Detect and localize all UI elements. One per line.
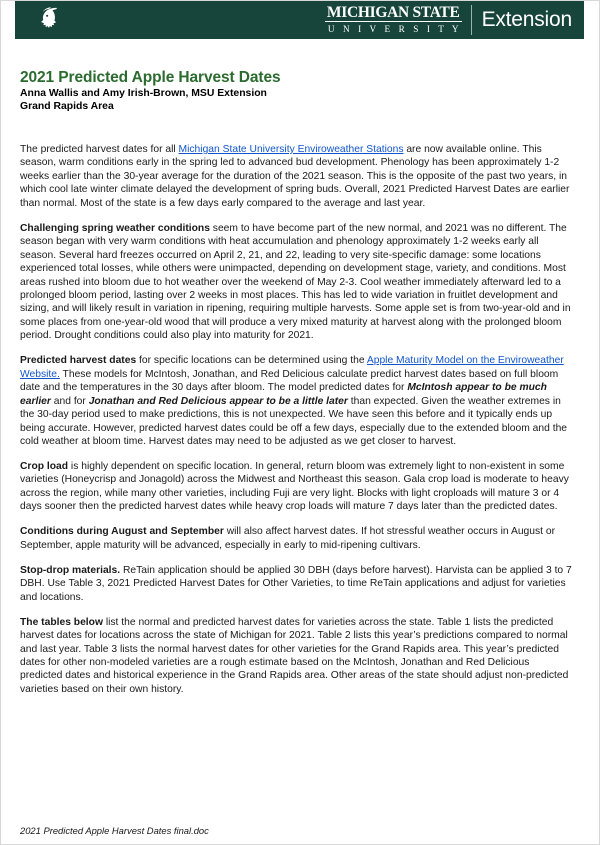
page-title: 2021 Predicted Apple Harvest Dates [20, 69, 281, 86]
jonathan-reddelicious-emphasis: Jonathan and Red Delicious appear to be a little later [88, 395, 348, 407]
title-block [20, 69, 580, 113]
tables-below-lead: The tables below [20, 616, 103, 628]
conditions-text: will also affect harvest dates. If hot stressful weather occurs in August or September, apple maturity will be advanced, especially in early to mid-ripening cultivars. [20, 526, 556, 551]
predicted-dates-part3: and for [50, 395, 89, 407]
predicted-dates-part4: than expected. Given the weather extremes in the 30-day period used to make predictions, this is not unexpected. We have seen this before and it typically ends up being accurate. However, predicted harvest dates could be off a few days, especially due to the extended bloom and the cold weather at bloom time. Harvest dates may need to be adjusted as we get closer to harvest. [20, 395, 568, 448]
paragraph-august-september-conditions [20, 525, 573, 552]
spring-weather-text: seem to have become part of the new normal, and 2021 was no different. The season began with very warm conditions with heat accumulation and phenology approximately 1-2 weeks early all season. Several hard freezes occurred on April 2, 21, and 22, leading to very site-specific damage: some locations experienced total losses, while others were unimpacted, depending on development stage, variety, and conditions. Most areas rushed into bloom due to hot weather over the weekend of May 2-3. Cool weather immediately afterward led to a prolonged bloom period, lasting over 2 weeks in most places. This has led to wide variation in fruitlet development and sizing, and will likely result in variation in ripening, requiring multiple harvests. Some apple set is from two-year-old and in some places from one-year-old wood that will produce a very mixed maturity at harvest along with the prolonged bloom period. Drought conditions could also play into maturity for 2021. [20, 222, 571, 342]
msu-extension-header-banner [15, 1, 584, 39]
conditions-lead: Conditions during August and September [20, 526, 224, 538]
stop-drop-text: ReTain application should be applied 30 DBH (days before harvest). Harvista can be applied 3 to 7 DBH. Use Table 3, 2021 Predicted Harvest Dates for Other Varieties, to time ReTain applications and adjust for varieties and locations. [20, 564, 572, 603]
predicted-dates-part1: for specific locations can be determined using the [136, 355, 367, 367]
apple-maturity-model-link[interactable]: Apple Maturity Model on the Enviroweather Website. [20, 355, 564, 380]
author-byline: Anna Wallis and Amy Irish-Brown, MSU Extension [20, 88, 267, 99]
msu-extension-wordmark [325, 1, 584, 39]
document-footer-filename: 2021 Predicted Apple Harvest Dates final.doc [20, 825, 209, 836]
predicted-dates-part2: These models for McIntosh, Jonathan, and Red Delicious calculate predict harvest dates based on full bloom date and the temperatures in the 30 days after bloom. The model predicted dates for [20, 368, 559, 394]
msu-wordmark [325, 5, 471, 35]
intro-text-part1: The predicted harvest dates for all [20, 144, 179, 155]
paragraph-intro [20, 143, 573, 210]
crop-load-lead: Crop load [20, 461, 69, 473]
predicted-dates-lead: Predicted harvest dates [20, 355, 137, 367]
spring-weather-lead: Challenging spring weather conditions [20, 222, 210, 234]
enviroweather-stations-link[interactable]: Michigan State University Enviroweather Stations [178, 144, 404, 155]
region-label: Grand Rapids Area [20, 100, 114, 112]
paragraph-stop-drop-materials [20, 564, 573, 604]
mcintosh-emphasis: McIntosh appear to be much earlier [20, 382, 547, 407]
extension-unit-label: Extension [481, 8, 572, 31]
paragraph-crop-load [20, 460, 573, 514]
tables-below-text: list the normal and predicted harvest dates for varieties across the state. Table 1 lists the predicted harvest dates for locations across the state of Michigan for 2021. Table 2 lists this year’s predictions compared to normal and last year. Table 3 lists the normal harvest dates for other varieties for the Grand Rapids area. This year’s predicted dates for other non-modeled varieties are a rough estimate based on the McIntosh, Jonathan and Red Delicious predicted dates and historical experience in the Grand Rapids area. Other areas of the state should adjust non-predicted varieties based on their own history. [20, 616, 569, 695]
stop-drop-lead: Stop-drop materials. [20, 564, 121, 576]
paragraph-spring-weather [20, 222, 573, 343]
paragraph-predicted-dates [20, 354, 573, 448]
msu-wordmark-line1: MICHIGAN STATE [325, 5, 462, 22]
intro-text-part2: are now available online. This season, warm conditions early in the spring led to advanced bud development. Phenology has been approximately 1-2 weeks earlier than the 30-year average for the duration of the 2021 season. This is the opposite of the past two years, in which cool late winter climate delayed the development of spring buds. Overall, 2021 Predicted Harvest Dates are earlier than normal. Most of the state is a few days early compared to the average and last year. [20, 144, 570, 209]
crop-load-text: is highly dependent on specific location. In general, return bloom was extremely light to non-existent in some varieties (Honeycrisp and Jonagold) across the Midwest and Northeast this season. Gala crop load is moderate to heavy across the region, while many other varieties, including Fuji are very light. Blocks with light croploads will mature 3 or 4 days sooner then the predicted harvest dates while heavy crop loads will mature 7 days later than the predicted dates. [20, 461, 569, 513]
spartan-helmet-icon [15, 1, 73, 39]
document-body [20, 143, 573, 708]
msu-wordmark-line2: U N I V E R S I T Y [327, 24, 462, 34]
paragraph-tables-below [20, 616, 573, 697]
wordmark-divider [471, 5, 472, 35]
